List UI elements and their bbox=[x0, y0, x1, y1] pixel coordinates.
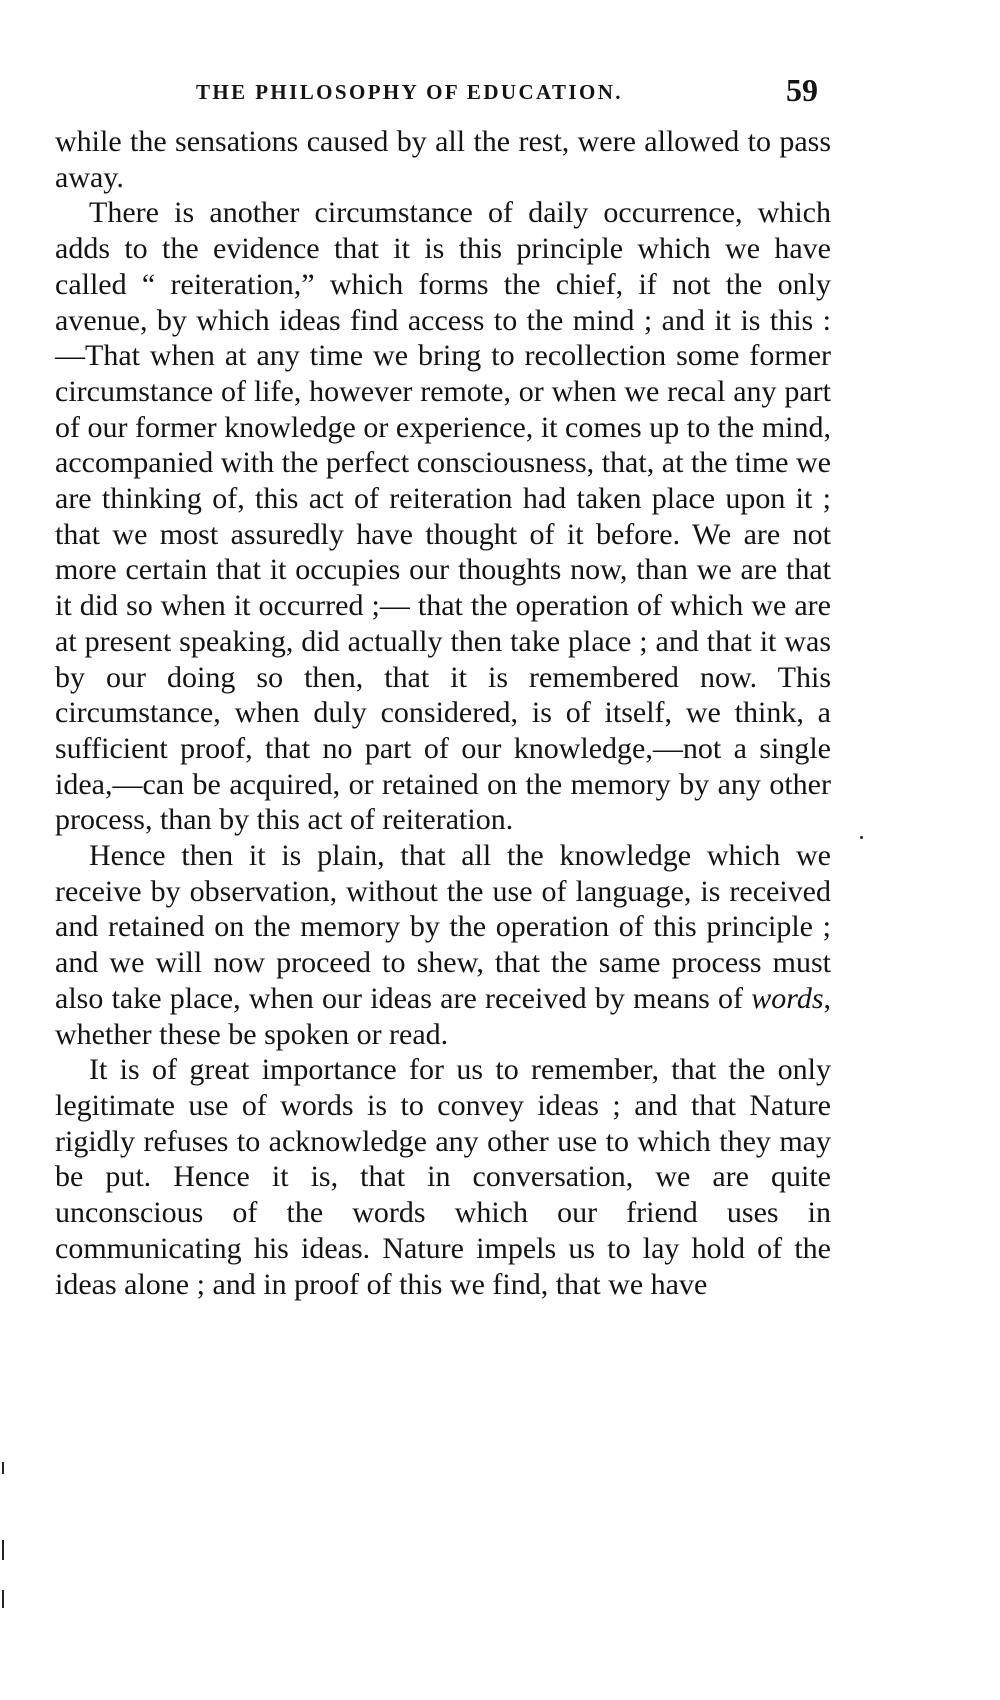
paragraph-4: It is of great importance for us to remember, that the only legitimate use of words is to convey ideas ; and that Nature rigidly refuses to acknowledge any other use to which they may be put. Hence it is, that in conversation, we are quite unconscious of the words which our friend uses in communicating his ideas. Nature impels us to lay hold of the ideas alone ; and in proof of this we find, that we have bbox=[55, 1053, 831, 1301]
running-title: THE PHILOSOPHY OF EDUCATION. bbox=[196, 80, 623, 104]
paragraph-2: There is another circumstance of daily occurrence, which adds to the evidence that it is this principle which we have called “ reiteration,” which forms the chief, if not the only avenue, by which ideas find access to the mind ; and it is this :—That when at any time we bring to recollection some former circumstance of life, however remote, or when we recal any part of our former knowledge or experience, it comes up to the mind, accompanied with the perfect consciousness, that, at the time we are thinking of, this act of reiteration had taken place upon it ; that we most assuredly have thought of it before. We are not more certain that it occupies our thoughts now, than we are that it did so when it occurred ;— that the operation of which we are at present speaking, did actually then take place ; and that it was by our doing so then, that it is remembered now. This circumstance, when duly considered, is of itself, we think, a sufficient proof, that no part of our knowledge,—not a single idea,—can be acquired, or retained on the memory by any other process, than by this act of reiteration. bbox=[55, 196, 831, 837]
paragraph-3 bbox=[55, 838, 831, 1052]
scan-speck bbox=[860, 836, 863, 839]
paragraph-1: while the sensations caused by all the rest, were allowed to pass away. bbox=[55, 125, 831, 194]
italic-words: words bbox=[751, 981, 824, 1015]
body-text bbox=[55, 124, 831, 1302]
scan-edge-mark bbox=[2, 1540, 4, 1560]
scan-edge-mark bbox=[2, 1590, 4, 1608]
paragraph-3-text-end: , whether these be spoken or read. bbox=[55, 981, 831, 1051]
scan-edge-mark bbox=[2, 1462, 4, 1474]
paragraph-3-text: Hence then it is plain, that all the knowledge which we receive by observation, without the use of language, is received and retained on the memory by the operation of this principle ; and we will now proceed to shew, that the same process must also take place, when our ideas are received by means of bbox=[55, 839, 831, 1015]
page-number: 59 bbox=[786, 72, 818, 108]
